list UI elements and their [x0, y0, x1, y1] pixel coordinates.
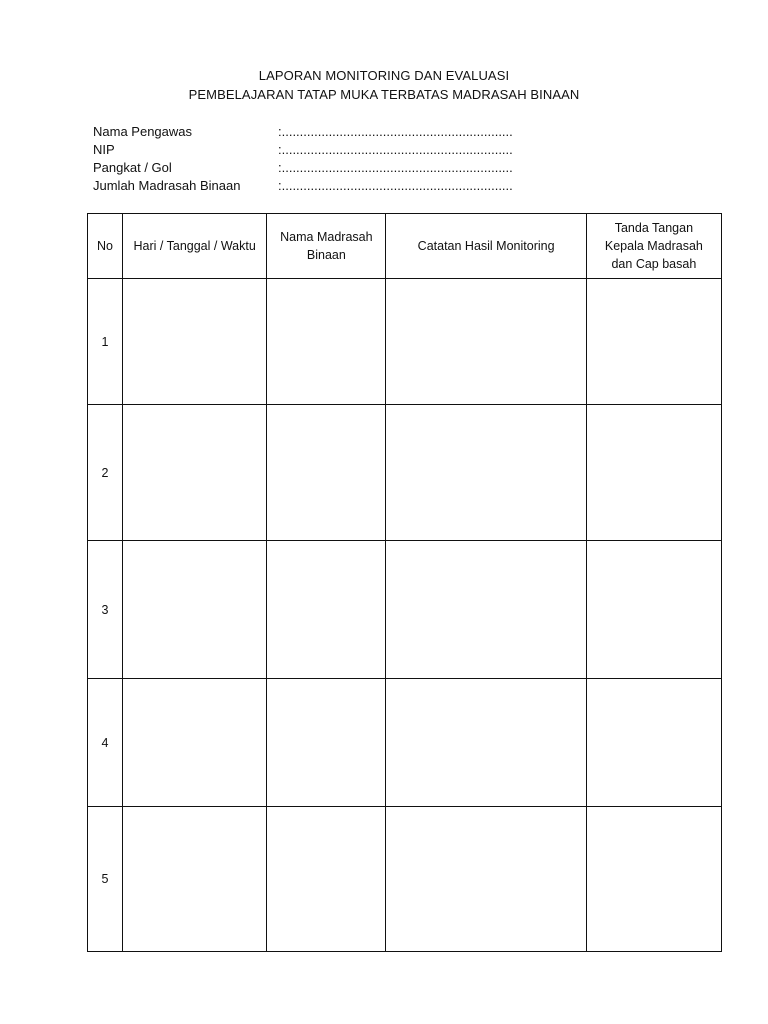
row-number: 4: [88, 679, 123, 807]
table-row: [88, 279, 722, 405]
table-row: [88, 679, 722, 807]
info-row-jumlah-madrasah: [93, 177, 523, 195]
info-label: NIP: [93, 142, 115, 157]
header-text: Catatan Hasil Monitoring: [417, 239, 555, 253]
header-text: dan Cap basah: [611, 257, 697, 271]
info-row-nama-pengawas: [93, 123, 523, 141]
header-text: Hari / Tanggal / Waktu: [133, 239, 256, 253]
info-label: Nama Pengawas: [93, 124, 192, 139]
header-text: Kepala Madrasah: [604, 239, 703, 253]
header-text: Tanda Tangan: [614, 221, 694, 235]
cell-notes[interactable]: [386, 541, 586, 679]
monitoring-table: [87, 213, 722, 952]
row-number: 2: [88, 405, 123, 541]
row-number: 1: [88, 279, 123, 405]
cell-notes[interactable]: [386, 405, 586, 541]
table-row: [88, 405, 722, 541]
header-notes: [386, 214, 586, 279]
document-title-line-2: PEMBELAJARAN TATAP MUKA TERBATAS MADRASAH BINAAN: [188, 87, 580, 102]
identity-section: [93, 123, 523, 195]
header-no: [88, 214, 123, 279]
row-number: 3: [88, 541, 123, 679]
info-label: Jumlah Madrasah Binaan: [93, 178, 241, 193]
document-title-line-1: LAPORAN MONITORING DAN EVALUASI: [258, 68, 510, 83]
header-text: No: [97, 239, 114, 253]
header-madrasah: [267, 214, 386, 279]
info-row-pangkat-gol: [93, 159, 523, 177]
cell-date[interactable]: [123, 279, 267, 405]
info-value-field[interactable]: :................................................................: [278, 142, 513, 157]
cell-signature[interactable]: [586, 405, 721, 541]
info-value-field[interactable]: :................................................................: [278, 178, 513, 193]
header-text: Nama Madrasah: [280, 230, 373, 244]
cell-madrasah[interactable]: [267, 541, 386, 679]
cell-date[interactable]: [123, 541, 267, 679]
cell-notes[interactable]: [386, 807, 586, 952]
cell-signature[interactable]: [586, 807, 721, 952]
cell-madrasah[interactable]: [267, 405, 386, 541]
cell-date[interactable]: [123, 807, 267, 952]
cell-notes[interactable]: [386, 279, 586, 405]
cell-madrasah[interactable]: [267, 679, 386, 807]
info-label: Pangkat / Gol: [93, 160, 172, 175]
header-signature: [586, 214, 721, 279]
info-value-field[interactable]: :................................................................: [278, 160, 513, 175]
cell-madrasah[interactable]: [267, 279, 386, 405]
info-row-nip: [93, 141, 523, 159]
row-number: 5: [88, 807, 123, 952]
cell-signature[interactable]: [586, 541, 721, 679]
table-row: [88, 807, 722, 952]
table-header-row: [88, 214, 722, 279]
cell-madrasah[interactable]: [267, 807, 386, 952]
info-value-field[interactable]: :................................................................: [278, 124, 513, 139]
header-text: Binaan: [306, 248, 346, 262]
cell-signature[interactable]: [586, 679, 721, 807]
table-row: [88, 541, 722, 679]
cell-date[interactable]: [123, 405, 267, 541]
header-date: [123, 214, 267, 279]
cell-date[interactable]: [123, 679, 267, 807]
cell-signature[interactable]: [586, 279, 721, 405]
cell-notes[interactable]: [386, 679, 586, 807]
